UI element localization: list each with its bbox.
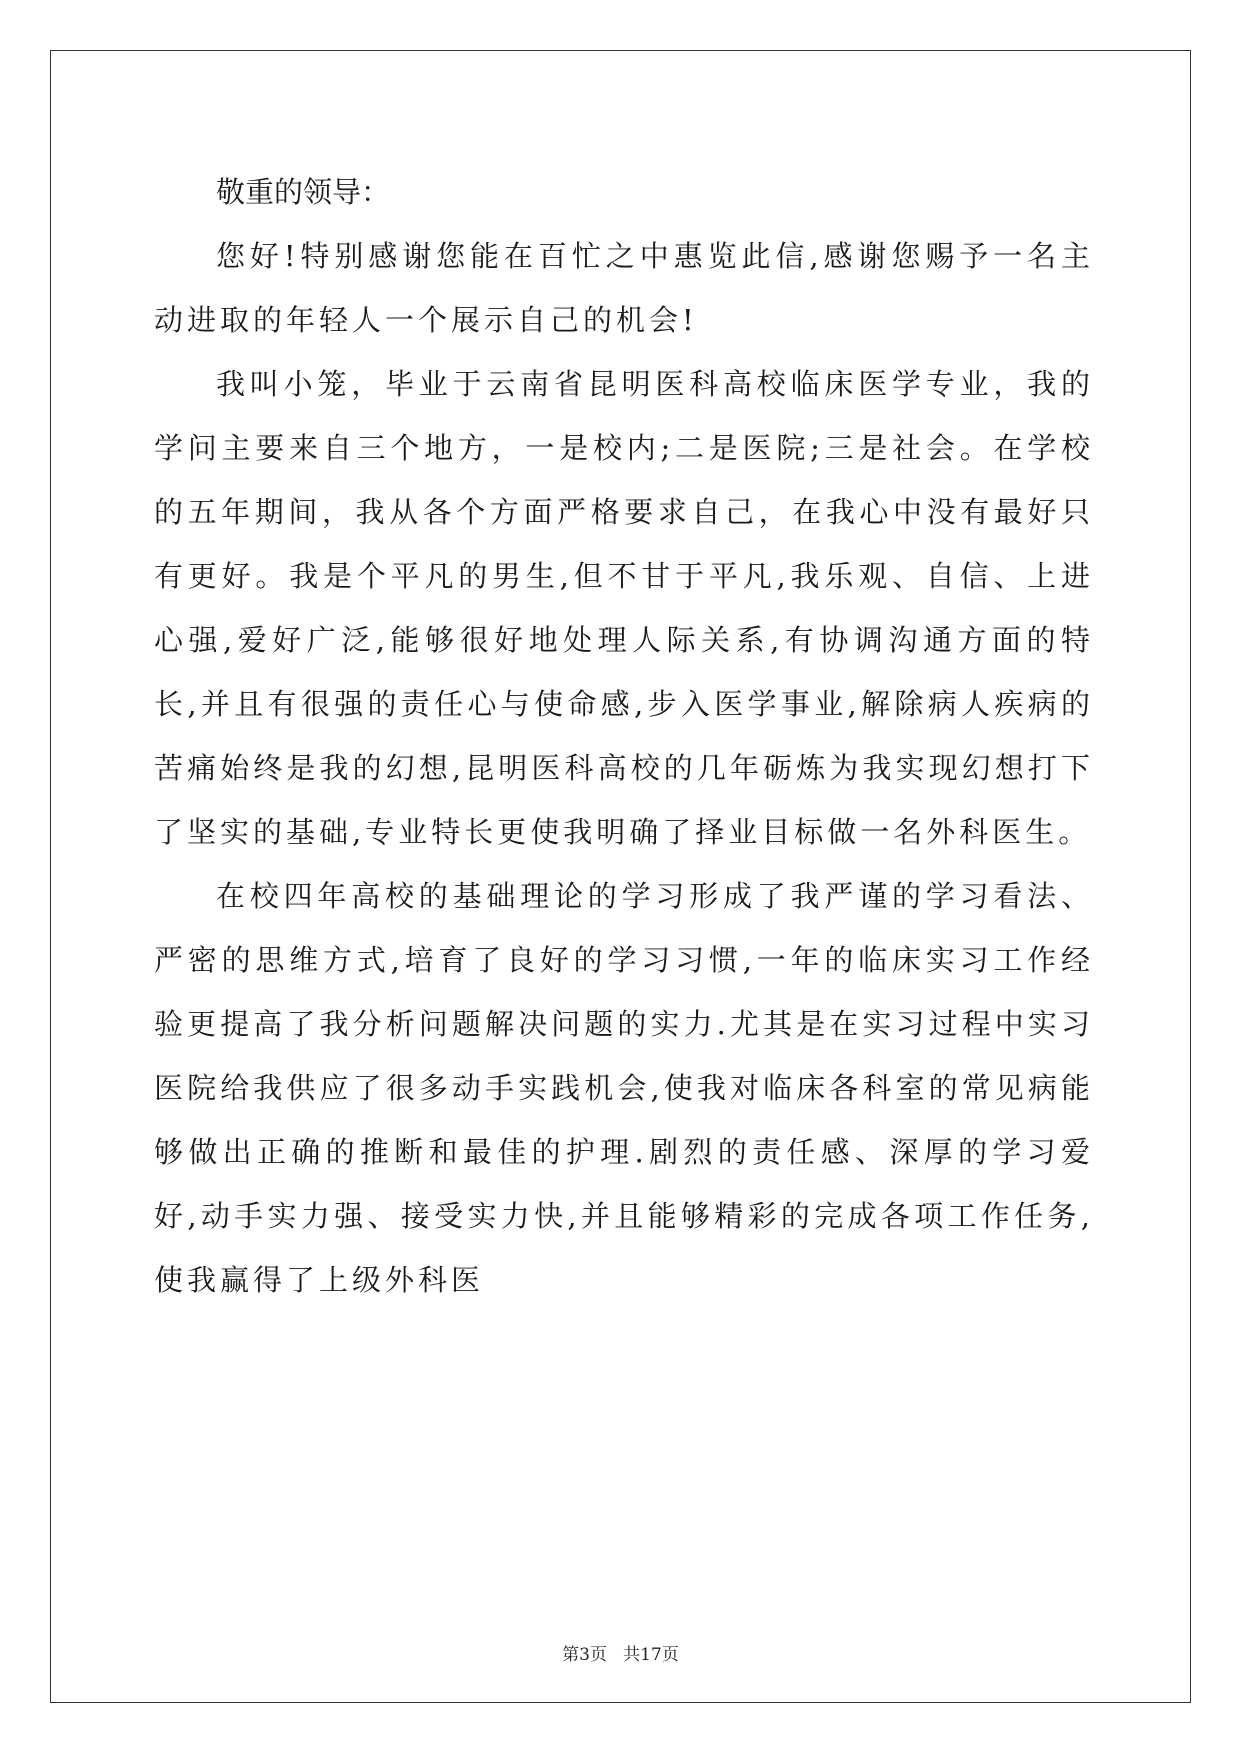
paragraph-studies: 在校四年高校的基础理论的学习形成了我严谨的学习看法、严密的思维方式,培育了良好的学习习惯,一年的临床实习工作经验更提高了我分析问题解决问题的实力.尤其是在实习过程中实习医院给我供应了很多动手实践机会,使我对临床各科室的常见病能够做出正确的推断和最佳的护理.剧烈的责任感、深厚的学习爱好,动手实力强、接受实力快,并且能够精彩的完成各项工作任务,使我赢得了上级外科医 xyxy=(154,879,1094,1297)
letter-body xyxy=(154,160,1094,1312)
page-number-footer: 第3页 共17页 xyxy=(562,1645,679,1665)
letter-greeting: 敬重的领导： xyxy=(216,175,391,209)
paragraph-introduction: 我叫小笼，毕业于云南省昆明医科高校临床医学专业，我的学问主要来自三个地方，一是校内;二是医院;三是社会。在学校的五年期间，我从各个方面严格要求自己，在我心中没有最好只有更好。我是个平凡的男生,但不甘于平凡,我乐观、自信、上进心强,爱好广泛,能够很好地处理人际关系,有协调沟通方面的特长,并且有很强的责任心与使命感,步入医学事业,解除病人疾病的苦痛始终是我的幻想,昆明医科高校的几年砺炼为我实现幻想打下了坚实的基础,专业特长更使我明确了择业目标做一名外科医生。 xyxy=(154,367,1094,849)
paragraph-opening: 您好!特别感谢您能在百忙之中惠览此信,感谢您赐予一名主动进取的年轻人一个展示自己的机会! xyxy=(154,239,1094,337)
